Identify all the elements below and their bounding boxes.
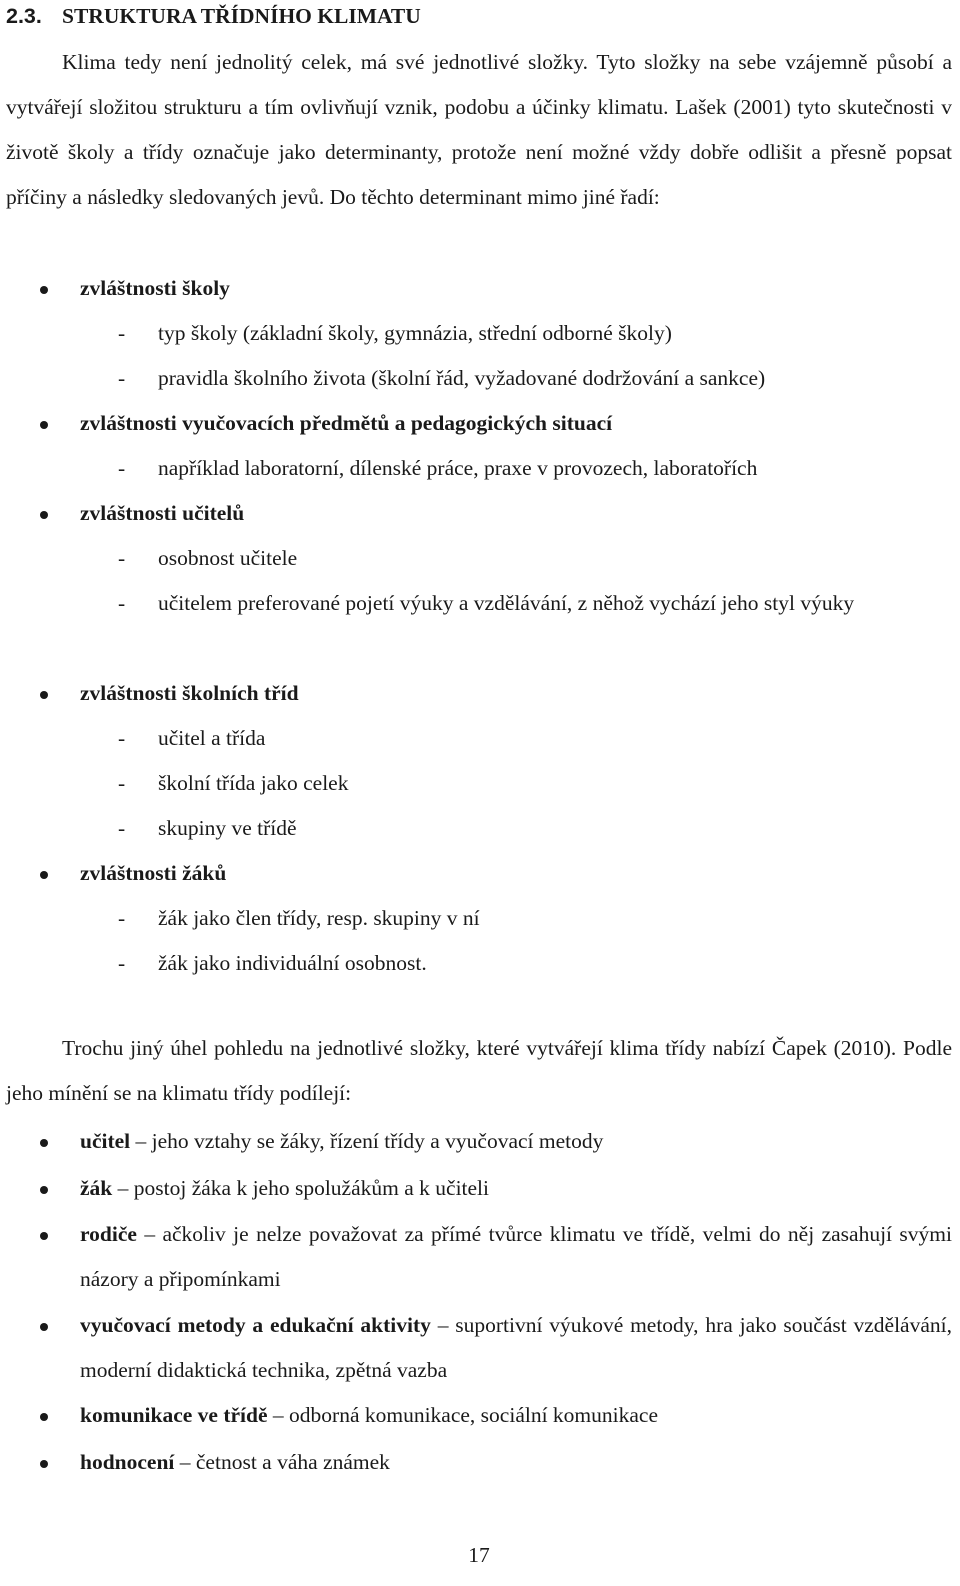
component-term: vyučovací metody a edukační aktivity — [80, 1313, 431, 1337]
component-item — [80, 1212, 952, 1302]
dash-icon: - — [118, 456, 126, 480]
determinant-item-text: například laboratorní, dílenské práce, praxe v provozech, laboratořích — [158, 456, 758, 480]
dash-icon: - — [118, 546, 126, 570]
determinant-item-text: osobnost učitele — [158, 546, 298, 570]
determinant-title: zvláštnosti školních tříd — [80, 681, 299, 705]
determinant-heading — [80, 266, 230, 311]
determinant-item-text: školní třída jako celek — [158, 771, 349, 795]
component-term: žák — [80, 1176, 113, 1200]
dash-icon: - — [118, 816, 126, 840]
determinant-title: zvláštnosti vyučovacích předmětů a pedagogických situací — [80, 411, 613, 435]
dash-icon: - — [118, 366, 126, 390]
component-desc: – četnost a váha známek — [174, 1450, 390, 1474]
component-term: hodnocení — [80, 1450, 175, 1474]
determinant-item-text: typ školy (základní školy, gymnázia, střední odborné školy) — [158, 321, 672, 345]
dash-icon: - — [118, 321, 126, 345]
determinant-item-text: učitel a třída — [158, 726, 266, 750]
component-desc: – suportivní výukové metody, hra jako součást vzdělávání, moderní didaktická technika, zpětná vazba — [80, 1313, 952, 1382]
page-number: 17 — [468, 1543, 490, 1567]
determinant-heading — [80, 851, 226, 896]
determinant-heading — [80, 491, 244, 536]
component-item — [80, 1166, 952, 1211]
determinant-item-text: učitelem preferované pojetí výuky a vzdělávání, z něhož vychází jeho styl výuky — [158, 591, 855, 615]
bullet-icon — [40, 511, 48, 519]
dash-icon: - — [118, 906, 126, 930]
section-heading — [6, 4, 421, 29]
dash-icon: - — [118, 951, 126, 975]
dash-icon: - — [118, 726, 126, 750]
bullet-icon — [40, 286, 48, 294]
second-paragraph: Trochu jiný úhel pohledu na jednotlivé složky, které vytvářejí klima třídy nabízí Čapek (2010). Podle jeho mínění se na klimatu třídy podílejí: — [6, 1036, 952, 1105]
component-term: komunikace ve třídě — [80, 1403, 268, 1427]
determinant-heading — [80, 671, 299, 716]
determinant-item-text: pravidla školního života (školní řád, vyžadované dodržování a sankce) — [158, 366, 766, 390]
bullet-icon — [40, 421, 48, 429]
determinant-item-text: skupiny ve třídě — [158, 816, 297, 840]
component-item — [80, 1393, 952, 1438]
determinant-item-text: žák jako individuální osobnost. — [158, 951, 427, 975]
component-term: rodiče — [80, 1222, 137, 1246]
bullet-icon — [40, 1186, 48, 1194]
bullet-icon — [40, 691, 48, 699]
dash-icon: - — [118, 771, 126, 795]
bullet-icon — [40, 1139, 48, 1147]
determinant-heading — [80, 401, 612, 446]
bullet-icon — [40, 871, 48, 879]
bullet-icon — [40, 1413, 48, 1421]
determinant-title: zvláštnosti školy — [80, 276, 230, 300]
bullet-icon — [40, 1460, 48, 1468]
determinant-title: zvláštnosti učitelů — [80, 501, 245, 525]
bullet-icon — [40, 1232, 48, 1240]
component-desc: – odborná komunikace, sociální komunikace — [267, 1403, 659, 1427]
dash-icon: - — [118, 591, 126, 615]
section-title: STRUKTURA TŘÍDNÍHO KLIMATU — [62, 4, 421, 28]
component-desc: – jeho vztahy se žáky, řízení třídy a vyučovací metody — [130, 1129, 604, 1153]
intro-paragraph: Klima tedy není jednolitý celek, má své jednotlivé složky. Tyto složky na sebe vzájemně působí a vytvářejí složitou strukturu a tím ovlivňují vznik, podobu a účinky klimatu. Lašek (2001) tyto skutečnosti v životě školy a třídy označuje jako determinanty, protože není možné vždy dobře odlišit a přesně popsat příčiny a následky sledovaných jevů. Do těchto determinant mimo jiné řadí: — [6, 50, 952, 209]
component-item — [80, 1119, 952, 1164]
component-term: učitel — [80, 1129, 131, 1153]
component-desc: – ačkoliv je nelze považovat za přímé tvůrce klimatu ve třídě, velmi do něj zasahují svými názory a připomínkami — [80, 1222, 952, 1291]
determinant-item-text: žák jako člen třídy, resp. skupiny v ní — [158, 906, 480, 930]
section-number: 2.3. — [6, 4, 42, 28]
determinant-title: zvláštnosti žáků — [80, 861, 227, 885]
component-item — [80, 1440, 952, 1485]
component-desc: – postoj žáka k jeho spolužákům a k učiteli — [112, 1176, 490, 1200]
component-item — [80, 1303, 952, 1393]
bullet-icon — [40, 1323, 48, 1331]
